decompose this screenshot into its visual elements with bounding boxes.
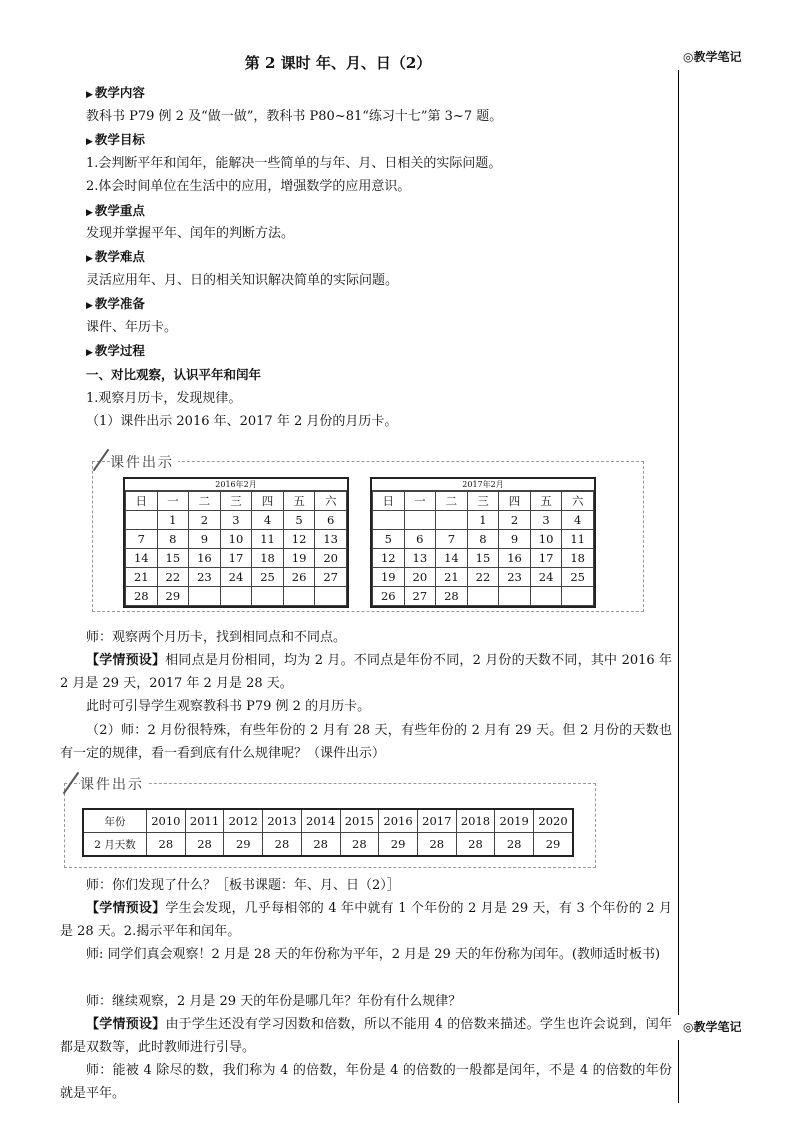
table-cell: 2010: [147, 809, 186, 833]
table-cell: 2019: [495, 809, 534, 833]
calendar-day: 23: [189, 568, 221, 587]
weekday-header: 四: [499, 492, 531, 511]
weekday-header: 五: [283, 492, 315, 511]
calendar-day: 14: [126, 549, 158, 568]
table-cell: 2015: [340, 809, 379, 833]
calendar-2016-title: 2016年2月: [125, 479, 347, 491]
table-cell: 2020: [534, 809, 573, 833]
calendar-day: 12: [373, 549, 405, 568]
calendar-day: 1: [467, 511, 499, 530]
calendar-day: 26: [283, 568, 315, 587]
calendar-day: 18: [252, 549, 284, 568]
calendar-2017-grid: [372, 491, 594, 606]
calendar-2017-title: 2017年2月: [372, 479, 594, 491]
paragraph-9: 【学情预设】由于学生还没有学习因数和倍数，所以不能用 4 的倍数来描述。学生也许会说到，闰年都是双数等，此时教师进行引导。: [60, 1017, 672, 1055]
calendar-day: 3: [220, 511, 252, 530]
triangle-icon: ▶: [86, 348, 93, 358]
calendar-day: 5: [283, 511, 315, 530]
calendar-day: 19: [283, 549, 315, 568]
calendar-day: 16: [499, 549, 531, 568]
calendar-day: 11: [252, 530, 284, 549]
table-cell: 2014: [301, 809, 340, 833]
calendar-day: 27: [404, 587, 436, 606]
table-cell: 28: [147, 833, 186, 857]
paragraph-3: 此时可引导学生观察教科书 P79 例 2 的月历卡。: [86, 699, 371, 714]
year-days-table: [82, 808, 574, 857]
calendar-day: [562, 587, 594, 606]
preset-tag: 【学情预设】: [86, 653, 166, 668]
calendar-day: [436, 511, 468, 530]
difficulty-text: 灵活应用年、月、日的相关知识解决简单的实际问题。: [86, 273, 399, 288]
weekday-header: 一: [157, 492, 189, 511]
calendar-day: 13: [315, 530, 347, 549]
weekday-header: 三: [467, 492, 499, 511]
calendar-day: 24: [220, 568, 252, 587]
table-cell: 28: [495, 833, 534, 857]
calendar-day: 16: [189, 549, 221, 568]
section-heading-process: ▶ 教学过程: [86, 343, 145, 358]
table-cell: 2013: [263, 809, 302, 833]
calendar-day: 25: [562, 568, 594, 587]
calendar-day: [315, 587, 347, 606]
calendar-day: [126, 511, 158, 530]
calendar-day: 25: [252, 568, 284, 587]
weekday-header: 四: [252, 492, 284, 511]
preset-tag: 【学情预设】: [86, 901, 166, 916]
row-label: 2 月天数: [83, 833, 147, 857]
calendar-day: 11: [562, 530, 594, 549]
calendar-day: [189, 587, 221, 606]
calendar-day: [283, 587, 315, 606]
calendar-day: 28: [126, 587, 158, 606]
calendar-day: 2: [499, 511, 531, 530]
triangle-icon: ▶: [86, 208, 93, 218]
calendar-day: 8: [467, 530, 499, 549]
weekday-header: 一: [404, 492, 436, 511]
calendar-day: 9: [499, 530, 531, 549]
table-cell: 29: [534, 833, 573, 857]
calendar-day: [499, 587, 531, 606]
table-cell: 28: [301, 833, 340, 857]
table-cell: 28: [417, 833, 456, 857]
calendar-day: [404, 511, 436, 530]
calendar-day: 12: [283, 530, 315, 549]
calendar-day: 19: [373, 568, 405, 587]
calendar-day: 26: [373, 587, 405, 606]
paragraph-8: 师：继续观察，2 月是 29 天的年份是哪几年？年份有什么规律？: [86, 994, 462, 1009]
calendar-day: 10: [530, 530, 562, 549]
content-text: 教科书 P79 例 2 及“做一做”，教科书 P80~81“练习十七”第 3~7 题。: [86, 109, 503, 124]
goal-1: 1.会判断平年和闰年，能解决一些简单的与年、月、日相关的实际问题。: [86, 156, 502, 171]
section-heading-difficulty: ▶ 教学难点: [86, 249, 145, 264]
step-1b: （1）课件出示 2016 年、2017 年 2 月份的月历卡。: [86, 414, 398, 429]
prep-text: 课件、年历卡。: [86, 320, 178, 335]
section-heading-key: ▶ 教学重点: [86, 203, 145, 218]
row-label: 年份: [83, 809, 147, 833]
step-1a: 1.观察月历卡，发现规律。: [86, 391, 242, 406]
key-text: 发现并掌握平年、闰年的判断方法。: [86, 226, 295, 241]
weekday-header: 日: [126, 492, 158, 511]
calendar-day: 17: [220, 549, 252, 568]
weekday-header: 二: [436, 492, 468, 511]
paragraph-4: （2）师：2 月份很特殊，有些年份的 2 月有 28 天，有些年份的 2 月有 29 天。但 2 月份的天数也有一定的规律，看一看到底有什么规律呢？（课件出示）: [60, 723, 672, 761]
notes-divider-bottom: [678, 1040, 679, 1103]
calendar-day: 20: [315, 549, 347, 568]
calendar-day: 4: [252, 511, 284, 530]
calendar-day: 15: [157, 549, 189, 568]
page-title: 第 2 课时 年、月、日（2）: [244, 54, 432, 72]
calendar-2017: [370, 477, 596, 608]
calendar-day: 27: [315, 568, 347, 587]
weekday-header: 五: [530, 492, 562, 511]
paragraph-5: 师：你们发现了什么？［板书课题：年、月、日（2）］: [86, 878, 400, 893]
calendar-day: 24: [530, 568, 562, 587]
calendar-day: [373, 511, 405, 530]
calendar-day: 1: [157, 511, 189, 530]
calendar-day: 5: [373, 530, 405, 549]
table-cell: 28: [185, 833, 224, 857]
weekday-header: 六: [562, 492, 594, 511]
calendar-day: 7: [126, 530, 158, 549]
calendar-day: 29: [157, 587, 189, 606]
paragraph-6: 【学情预设】学生会发现，几乎每相邻的 4 年中就有 1 个年份的 2 月是 29 天，有 3 个年份的 2 月是 28 天。2.揭示平年和闰年。: [60, 901, 672, 939]
weekday-header: 六: [315, 492, 347, 511]
paragraph-1: 师：观察两个月历卡，找到相同点和不同点。: [86, 630, 347, 645]
calendar-day: [252, 587, 284, 606]
table-cell: 2012: [224, 809, 263, 833]
triangle-icon: ▶: [86, 254, 93, 264]
calendar-day: 22: [467, 568, 499, 587]
section-heading-prep: ▶ 教学准备: [86, 296, 145, 311]
calendar-day: 2: [189, 511, 221, 530]
courseware-label-2: 课件出示: [80, 774, 148, 794]
notes-divider-top: [678, 70, 679, 1015]
calendar-day: 28: [436, 587, 468, 606]
section-heading-content: ▶ 教学内容: [86, 85, 145, 100]
courseware-label-1: 课件出示: [110, 452, 178, 472]
calendar-day: 23: [499, 568, 531, 587]
calendar-day: 20: [404, 568, 436, 587]
table-cell: 28: [340, 833, 379, 857]
notes-label-bottom: ◎教学笔记: [683, 1020, 742, 1034]
calendar-day: 18: [562, 549, 594, 568]
triangle-icon: ▶: [86, 137, 93, 147]
preset-tag: 【学情预设】: [86, 1017, 166, 1032]
calendar-day: 21: [126, 568, 158, 587]
weekday-header: 三: [220, 492, 252, 511]
calendar-day: 17: [530, 549, 562, 568]
table-cell: 29: [224, 833, 263, 857]
calendar-day: 15: [467, 549, 499, 568]
goal-2: 2.体会时间单位在生活中的应用，增强数学的应用意识。: [86, 179, 411, 194]
weekday-header: 二: [189, 492, 221, 511]
calendar-day: 6: [404, 530, 436, 549]
calendar-day: 21: [436, 568, 468, 587]
calendar-2016: [123, 477, 349, 608]
calendar-day: 22: [157, 568, 189, 587]
calendar-day: 7: [436, 530, 468, 549]
calendar-day: [530, 587, 562, 606]
table-cell: 2016: [379, 809, 418, 833]
paragraph-2: 【学情预设】相同点是月份相同，均为 2 月。不同点是年份不同，2 月份的天数不同，其中 2016 年 2 月是 29 天，2017 年 2 月是 28 天。: [60, 653, 672, 691]
calendar-day: 10: [220, 530, 252, 549]
table-cell: 28: [456, 833, 495, 857]
section-heading-goal: ▶ 教学目标: [86, 132, 145, 147]
calendar-day: 9: [189, 530, 221, 549]
calendar-day: 14: [436, 549, 468, 568]
calendar-day: 8: [157, 530, 189, 549]
calendar-day: 6: [315, 511, 347, 530]
paragraph-7: 师: 同学们真会观察！2 月是 28 天的年份称为平年，2 月是 29 天的年份称为闰年。(教师适时板书): [86, 947, 661, 962]
table-cell: 2017: [417, 809, 456, 833]
table-cell: 28: [263, 833, 302, 857]
paragraph-10: 师：能被 4 除尽的数，我们称为 4 的倍数，年份是 4 的倍数的一般都是闰年，不是 4 的倍数的年份就是平年。: [60, 1063, 672, 1101]
calendar-day: 3: [530, 511, 562, 530]
table-cell: 2011: [185, 809, 224, 833]
calendar-2016-grid: [125, 491, 347, 606]
step-1-heading: 一、对比观察，认识平年和闰年: [86, 367, 262, 382]
calendar-day: 4: [562, 511, 594, 530]
triangle-icon: ▶: [86, 90, 93, 100]
notes-label-top: ◎教学笔记: [683, 50, 742, 64]
weekday-header: 日: [373, 492, 405, 511]
calendar-day: [467, 587, 499, 606]
calendar-day: [220, 587, 252, 606]
table-cell: 2018: [456, 809, 495, 833]
table-cell: 29: [379, 833, 418, 857]
triangle-icon: ▶: [86, 301, 93, 311]
calendar-day: 13: [404, 549, 436, 568]
